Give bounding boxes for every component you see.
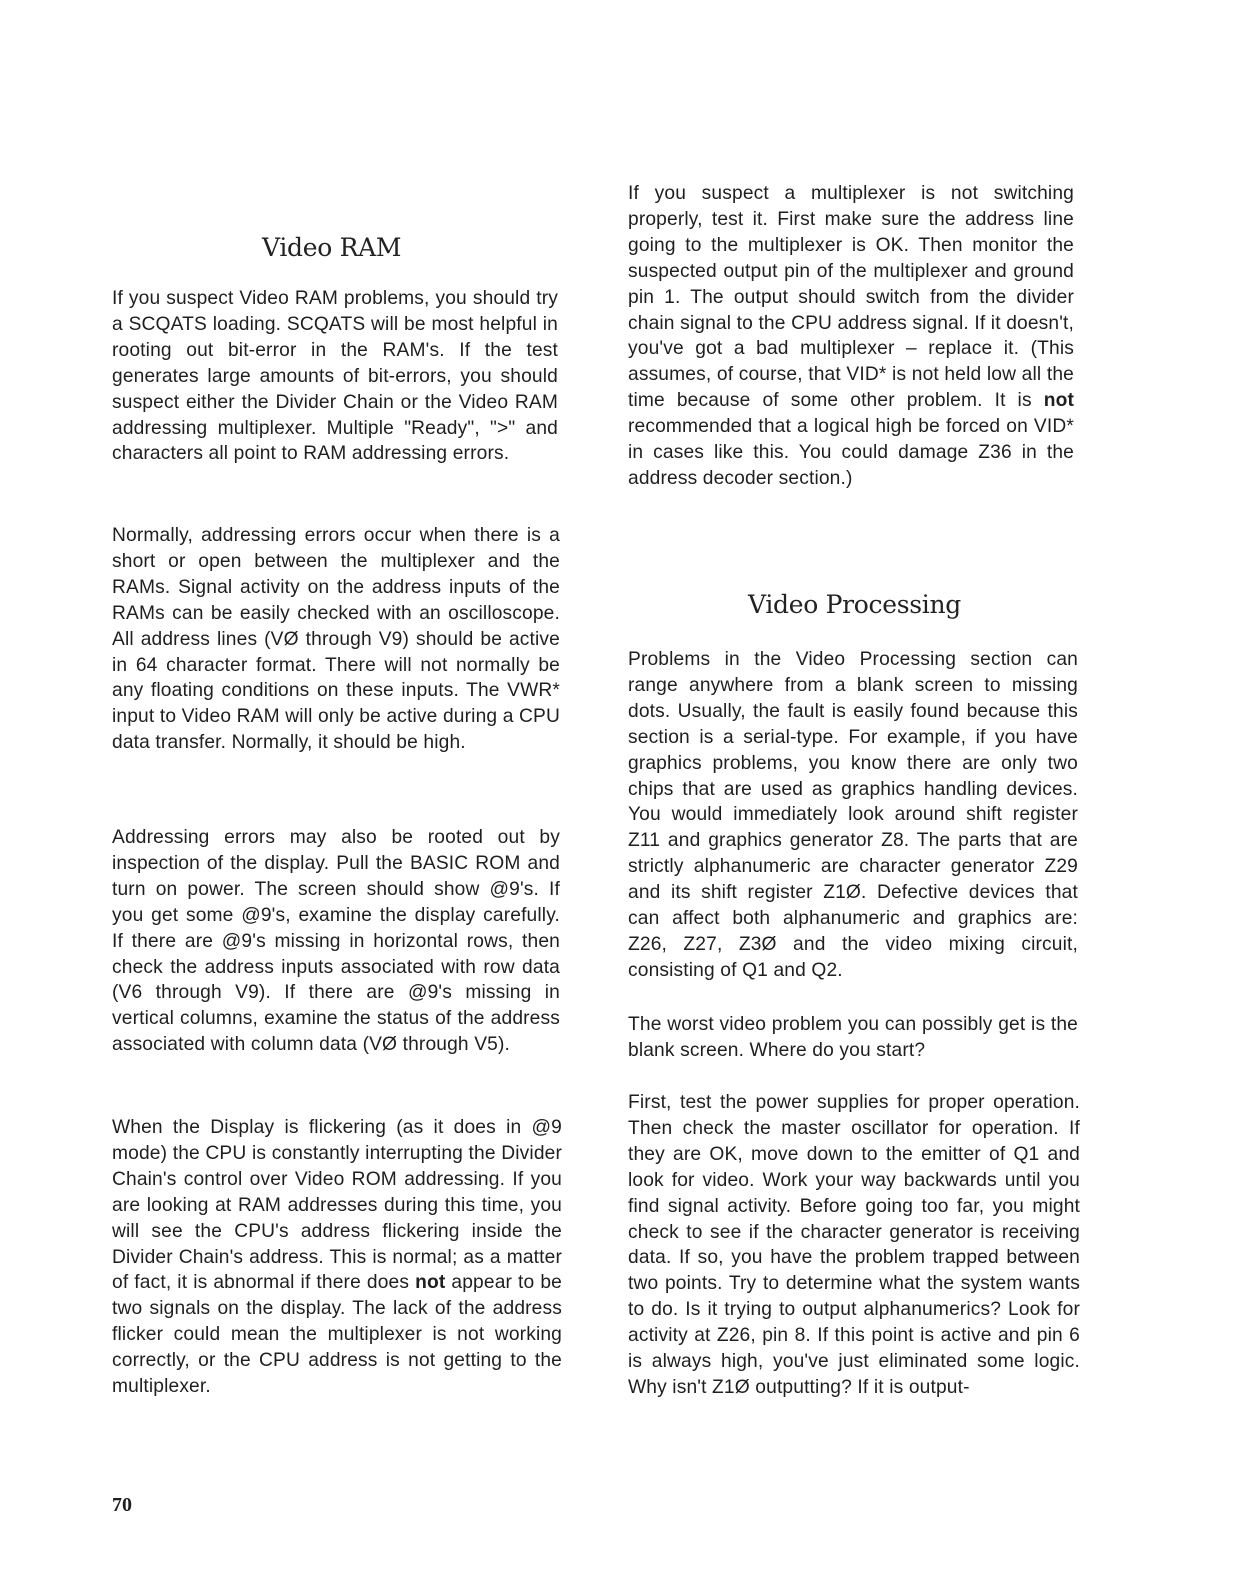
paragraph-video-processing-2: The worst video problem you can possibly get is the blank screen. Where do you start? (628, 1014, 1078, 1061)
paragraph-video-ram-2: Normally, addressing errors occur when there is a short or open between the multiplexer and the RAMs. Signal activity on the address inputs of the RAMs can be easily checked with an oscilloscope. All address lines (VØ through V9) should be active in 64 character format. There will not normally be any floating conditions on these inputs. The VWR* input to Video RAM will only be active during a CPU data transfer. Normally, it should be high. (112, 525, 560, 754)
emphasis-not: not (1043, 390, 1074, 412)
text-run: appear to be two signals on the display. The lack of the address flicker could mean the multiplexer is not working correctly, or the CPU address is not getting to the multiplexer. (112, 1272, 562, 1398)
page-number: 70 (112, 1494, 132, 1516)
section-heading-video-processing: Video Processing (748, 590, 961, 619)
text-run: recommended that a logical high be forced on VID* in cases like this. You could damage Z36 in the address decoder section.) (628, 416, 1074, 489)
paragraph-video-ram-3: Addressing errors may also be rooted out by inspection of the display. Pull the BASIC ROM and turn on power. The screen should show @9's. If you get some @9's, examine the display carefully. If there are @9's missing in horizontal rows, then check the address inputs associated with row data (V6 through V9). If there are @9's missing in vertical columns, examine the status of the address associated with column data (VØ through V5). (112, 827, 560, 1056)
section-heading-video-ram: Video RAM (262, 233, 402, 262)
text-run: When the Display is flickering (as it does in @9 mode) the CPU is constantly interrupting the Divider Chain's control over Video ROM addressing. If you are looking at RAM addresses during this time, you will see the CPU's address flickering inside the Divider Chain's address. This is normal; as a matter of fact, it is abnormal if there does (112, 1117, 562, 1294)
paragraph-video-processing-1: Problems in the Video Processing section can range anywhere from a blank screen to missing dots. Usually, the fault is easily found because this section is a serial-type. For example, if you have graphics problems, you know there are only two chips that are used as graphics handling devices. You would immediately look around shift register Z11 and graphics generator Z8. The parts that are strictly alphanumeric are character generator Z29 and its shift register Z1Ø. Defective devices that can affect both alphanumeric and graphics are: Z26, Z27, Z3Ø and the video mixing circuit, consisting of Q1 and Q2. (628, 649, 1078, 981)
paragraph-video-processing-3: First, test the power supplies for proper operation. Then check the master oscillator for operation. If they are OK, move down to the emitter of Q1 and look for video. Work your way backwards until you find signal activity. Before going too far, you might check to see if the character generator is receiving data. If so, you have the problem trapped between two points. Try to determine what the system wants to do. Is it trying to output alphanumerics? Look for activity at Z26, pin 8. If this point is active and pin 6 is always high, you've just eliminated some logic. Why isn't Z1Ø outputting? If it is output- (628, 1092, 1080, 1398)
text-run: If you suspect a multiplexer is not switching properly, test it. First make sure the address line going to the multiplexer is OK. Then monitor the suspected output pin of the multiplexer and ground pin 1. The output should switch from the divider chain signal to the CPU address signal. If it doesn't, you've got a bad multiplexer – replace it. (This assumes, of course, that VID* is not held low all the time because of some other problem. It is (628, 183, 1074, 412)
emphasis-not: not (415, 1272, 446, 1294)
paragraph-multiplexer-test (628, 181, 1074, 492)
paragraph-video-ram-1: If you suspect Video RAM problems, you should try a SCQATS loading. SCQATS will be most helpful in rooting out bit-error in the RAM's. If the test generates large amounts of bit-errors, you should suspect either the Divider Chain or the Video RAM addressing multiplexer. Multiple "Ready", ">" and characters all point to RAM addressing errors. (112, 288, 558, 465)
paragraph-video-ram-4 (112, 1115, 562, 1400)
